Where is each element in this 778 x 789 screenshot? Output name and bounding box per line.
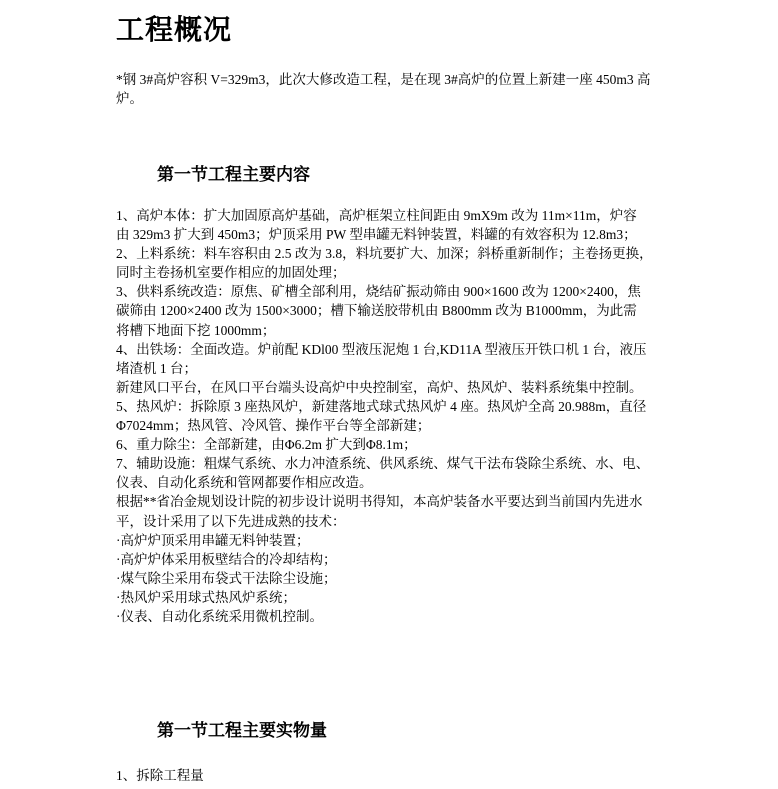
body-line: 3、供料系统改造：原焦、矿槽全部利用，烧结矿振动筛由 900×1600 改为 1200×2400，焦	[116, 284, 641, 300]
body-line: 仪表、自动化系统和管网都要作相应改造。	[116, 475, 373, 491]
body-line: 根据**省冶金规划设计院的初步设计说明书得知，本高炉装备水平要达到当前国内先进水	[116, 494, 643, 510]
section-body-main-content	[116, 206, 672, 626]
body-line: 5、热风炉：拆除原 3 座热风炉，新建落地式球式热风炉 4 座。热风炉全高 20.988m，直径	[116, 398, 647, 414]
bullet-line: ·煤气除尘采用布袋式干法除尘设施；	[116, 570, 337, 586]
body-line: 新建风口平台，在风口平台端头设高炉中央控制室，高炉、热风炉、装料系统集中控制。	[116, 379, 643, 395]
bullet-line: ·仪表、自动化系统采用微机控制。	[116, 608, 323, 624]
body-line: 堵渣机 1 台；	[116, 360, 197, 376]
intro-line: 炉。	[116, 91, 143, 106]
intro-line: *钢 3#高炉容积 V=329m3，此次大修改造工程，是在现 3#高炉的位置上新建一座 450m3 高	[116, 72, 651, 87]
body-line: 2、上料系统：料车容积由 2.5 改为 3.8，料坑要扩大、加深；斜桥重新制作；主卷扬更换，	[116, 246, 653, 262]
body-line: 1、拆除工程量	[116, 768, 204, 783]
body-line: 1、高炉本体：扩大加固原高炉基础，高炉框架立柱间距由 9mX9m 改为 11m×11m，炉容	[116, 208, 637, 223]
body-line: 平，设计采用了以下先进成熟的技术：	[116, 513, 346, 529]
body-line: 7、辅助设施：粗煤气系统、水力冲渣系统、供风系统、煤气干法布袋除尘系统、水、电、	[116, 456, 650, 472]
body-line: 4、出铁场：全面改造。炉前配 KDl00 型液压泥炮 1 台,KD11A 型液压开铁口机 1 台，液压	[116, 341, 647, 357]
bullet-line: ·热风炉采用球式热风炉系统；	[116, 589, 296, 605]
body-line: 由 329m3 扩大到 450m3；炉顶采用 PW 型串罐无料钟装置，料罐的有效容积为 12.8m3；	[116, 227, 637, 243]
section-heading-quantities: 第一节工程主要实物量	[157, 721, 327, 741]
bullet-line: ·高炉炉顶采用串罐无料钟装置；	[116, 532, 310, 548]
body-line: 将槽下地面下挖 1000mm；	[116, 322, 276, 338]
intro-paragraph	[116, 70, 672, 108]
body-line: Φ7024mm；热风管、冷风管、操作平台等全部新建；	[116, 418, 431, 434]
bullet-line: ·高炉炉体采用板壁结合的冷却结构；	[116, 551, 337, 567]
body-line: 6、重力除尘：全部新建，由Φ6.2m 扩大到Φ8.1m；	[116, 437, 417, 453]
body-line: 同时主卷扬机室要作相应的加固处理；	[116, 265, 346, 281]
body-line: 碳筛由 1200×2400 改为 1500×3000；槽下输送胶带机由 B800mm 改为 B1000mm，为此需	[116, 303, 637, 319]
page-title: 工程概况	[116, 13, 233, 46]
section-heading-main-content: 第一节工程主要内容	[157, 165, 310, 185]
